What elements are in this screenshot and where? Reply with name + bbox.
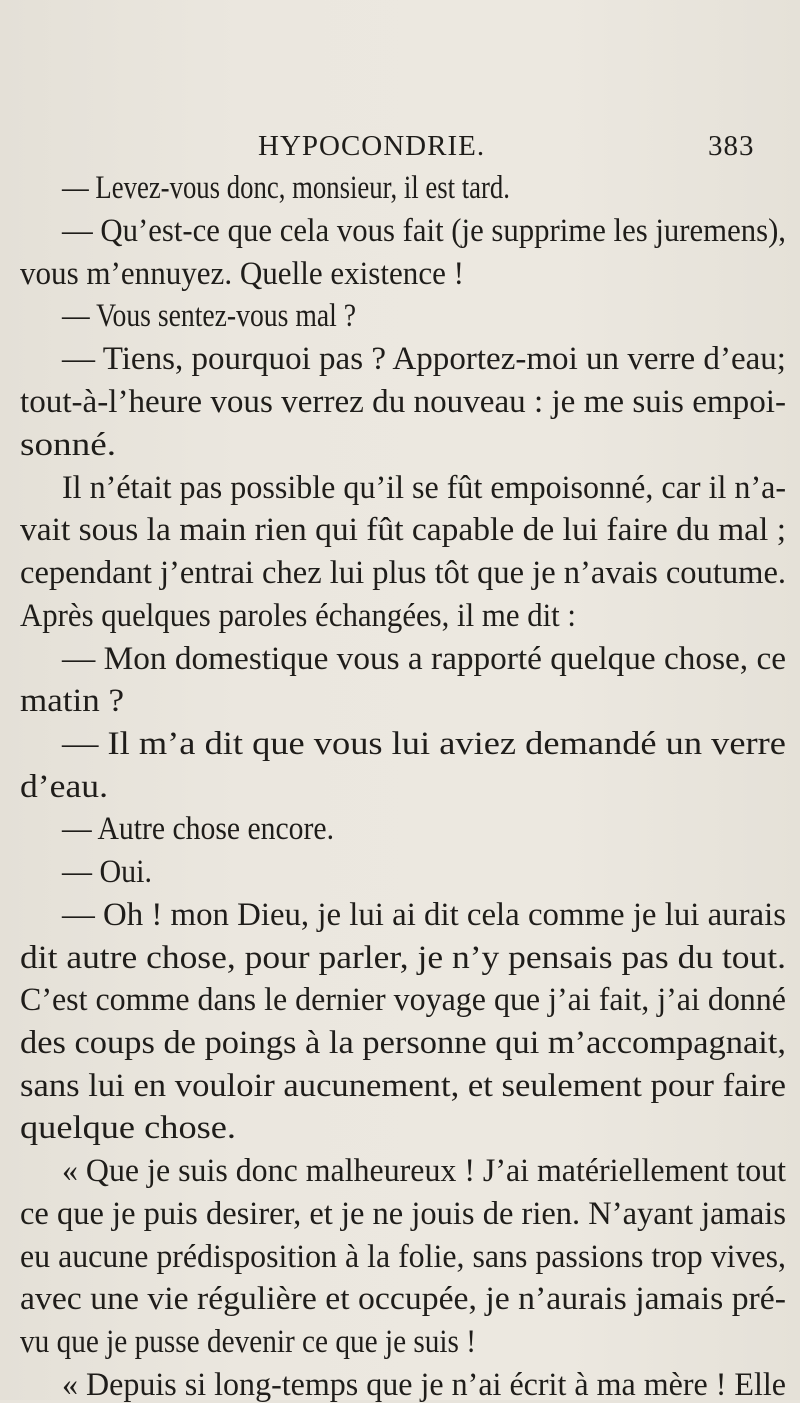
text-line: tout-à-l’heure vous verrez du nouveau : je me suis empoi- bbox=[20, 384, 787, 420]
text-line: sonné. bbox=[20, 427, 117, 463]
text-line: avec une vie régulière et occupée, je n’aurais jamais pré- bbox=[20, 1281, 787, 1317]
running-head: HYPOCONDRIE. bbox=[258, 130, 486, 162]
text-line: — Levez-vous donc, monsieur, il est tard. bbox=[62, 170, 510, 206]
text-line: « Depuis si long-temps que je n’ai écrit à ma mère ! Elle bbox=[62, 1367, 786, 1403]
text-line: vait sous la main rien qui fût capable de lui faire du mal ; bbox=[20, 512, 787, 548]
text-line: cependant j’entrai chez lui plus tôt que je n’avais coutume. bbox=[20, 555, 787, 591]
text-line: vu que je pusse devenir ce que je suis ! bbox=[20, 1324, 477, 1360]
text-line: quelque chose. bbox=[20, 1110, 236, 1146]
text-line: — Mon domestique vous a rapporté quelque chose, ce bbox=[62, 641, 787, 677]
text-line: vous m’ennuyez. Quelle existence ! bbox=[20, 256, 464, 292]
text-line: — Qu’est-ce que cela vous fait (je supprime les juremens), bbox=[62, 213, 787, 249]
text-line: dit autre chose, pour parler, je n’y pensais pas du tout. bbox=[20, 940, 787, 976]
text-line: — Autre chose encore. bbox=[62, 811, 335, 847]
page-number: 383 bbox=[708, 130, 755, 162]
text-line: d’eau. bbox=[20, 769, 108, 805]
text-line: C’est comme dans le dernier voyage que j’ai fait, j’ai donné bbox=[20, 982, 786, 1018]
text-line: — Tiens, pourquoi pas ? Apportez-moi un verre d’eau; bbox=[62, 341, 786, 377]
text-line: des coups de poings à la personne qui m’accompagnait, bbox=[20, 1025, 786, 1061]
page-header bbox=[0, 130, 800, 170]
text-line: Après quelques paroles échangées, il me dit : bbox=[20, 598, 576, 634]
text-line: — Vous sentez-vous mal ? bbox=[62, 298, 356, 334]
text-line: sans lui en vouloir aucunement, et seulement pour faire bbox=[20, 1068, 787, 1104]
text-line: — Oui. bbox=[62, 854, 153, 890]
text-line: matin ? bbox=[20, 683, 124, 719]
text-line: — Oh ! mon Dieu, je lui ai dit cela comme je lui aurais bbox=[62, 897, 787, 933]
text-line: Il n’était pas possible qu’il se fût empoisonné, car il n’a- bbox=[62, 470, 787, 506]
text-line: ce que je puis desirer, et je ne jouis de rien. N’ayant jamais bbox=[20, 1196, 786, 1232]
text-line: — Il m’a dit que vous lui aviez demandé un verre bbox=[62, 726, 786, 762]
text-line: eu aucune prédisposition à la folie, sans passions trop vives, bbox=[20, 1239, 786, 1275]
text-line: « Que je suis donc malheureux ! J’ai matériellement tout bbox=[62, 1153, 786, 1189]
